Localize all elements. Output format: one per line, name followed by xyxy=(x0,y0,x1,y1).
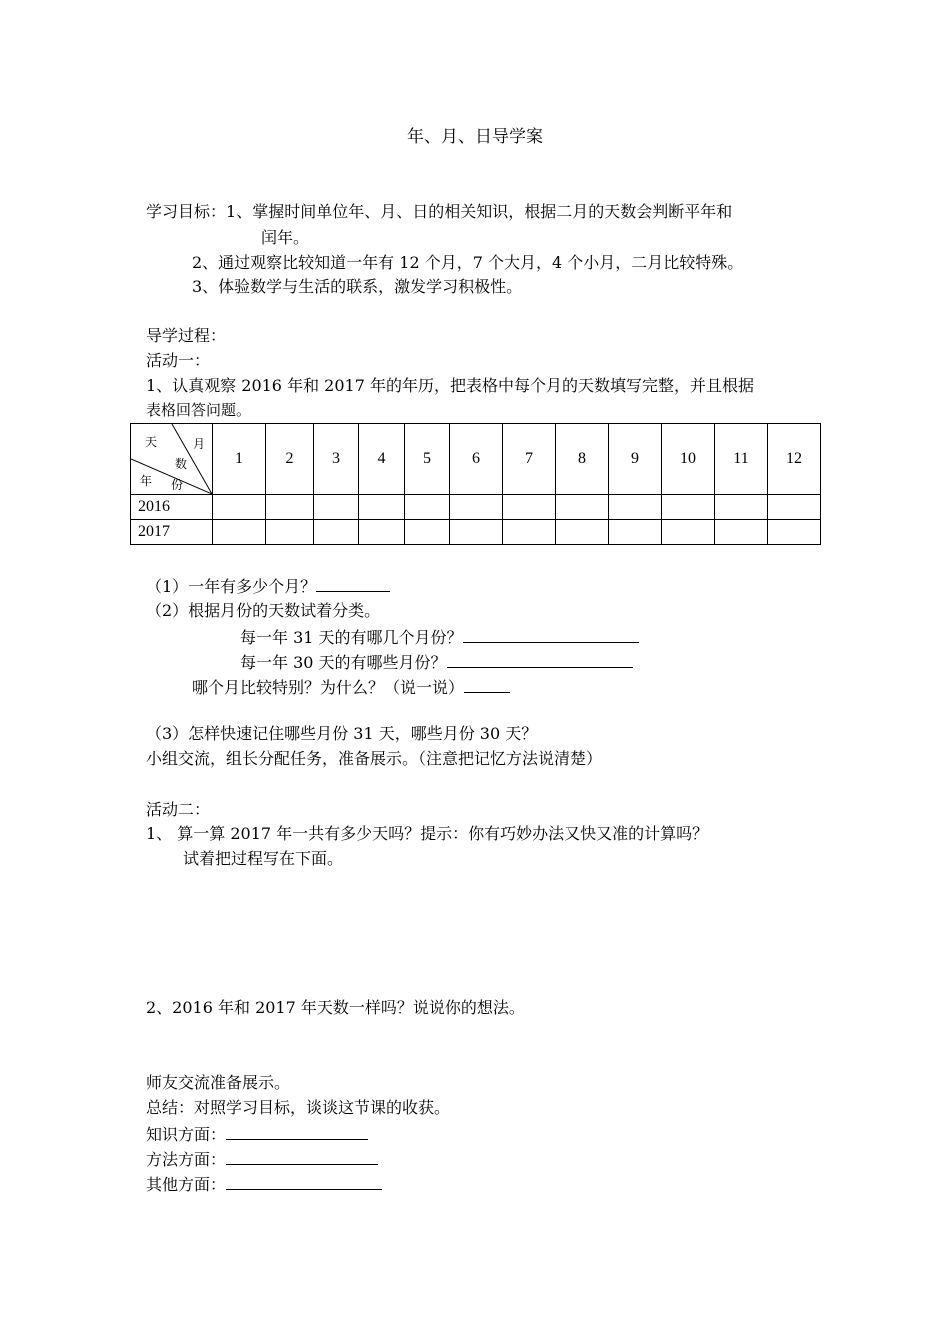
question-1-text: （1）一年有多少个月？ xyxy=(146,577,317,596)
corner-label-nian: 年 xyxy=(140,474,153,488)
activity-2-task-1: 1、 算一算 2017 年一共有多少天吗？提示：你有巧妙办法又快又准的计算吗？ xyxy=(146,824,709,843)
days-cell[interactable] xyxy=(359,495,405,520)
month-header-3: 3 xyxy=(314,424,359,495)
days-cell[interactable] xyxy=(609,520,662,545)
page-title: 年、月、日导学案 xyxy=(407,127,543,147)
days-cell[interactable] xyxy=(314,520,359,545)
days-cell[interactable] xyxy=(556,520,609,545)
days-cell[interactable] xyxy=(405,520,450,545)
method-label: 方法方面： xyxy=(146,1150,227,1169)
question-2c-text: 哪个月比较特别？为什么？（说一说） xyxy=(192,678,465,697)
corner-label-fen: 份 xyxy=(171,478,184,492)
month-header-5: 5 xyxy=(405,424,450,495)
days-cell[interactable] xyxy=(359,520,405,545)
month-header-10: 10 xyxy=(662,424,715,495)
corner-label-yue: 月 xyxy=(193,437,206,451)
question-1 xyxy=(146,574,390,598)
activity-2-task-1-continued: 试着把过程写在下面。 xyxy=(183,849,344,868)
summary-conclusion: 总结：对照学习目标，谈谈这节课的收获。 xyxy=(146,1098,451,1117)
activity-2-task-2: 2、2016 年和 2017 年天数一样吗？说说你的想法。 xyxy=(146,998,525,1017)
days-cell[interactable] xyxy=(405,495,450,520)
activity-1-task-continued: 表格回答问题。 xyxy=(146,401,252,419)
question-2b-text: 每一年 30 天的有哪些月份？ xyxy=(240,653,447,672)
question-2a-text: 每一年 31 天的有哪几个月份？ xyxy=(240,628,463,647)
activity-1-task: 1、认真观察 2016 年和 2017 年的年历，把表格中每个月的天数填写完整，并且根据 xyxy=(146,376,754,395)
question-2c xyxy=(192,675,510,699)
process-heading: 导学过程： xyxy=(146,326,227,345)
days-cell[interactable] xyxy=(768,520,821,545)
month-header-4: 4 xyxy=(359,424,405,495)
table-header-row xyxy=(131,424,821,495)
month-header-9: 9 xyxy=(609,424,662,495)
corner-label-shu: 数 xyxy=(175,457,188,471)
answer-blank-q2a[interactable] xyxy=(463,625,639,643)
summary-other xyxy=(146,1172,382,1196)
answer-blank-other[interactable] xyxy=(226,1172,382,1190)
month-header-2: 2 xyxy=(266,424,314,495)
other-label: 其他方面： xyxy=(146,1175,227,1194)
answer-blank-q2c[interactable] xyxy=(464,675,510,693)
table-row-2017 xyxy=(131,520,821,545)
question-3-note: 小组交流，组长分配任务，准备展示。（注意把记忆方法说清楚） xyxy=(146,749,603,768)
summary-share: 师友交流准备展示。 xyxy=(146,1073,291,1092)
activity-2-heading: 活动二： xyxy=(146,800,211,819)
objectives-label: 学习目标： xyxy=(146,202,227,221)
days-cell[interactable] xyxy=(314,495,359,520)
objective-1-text: 1、掌握时间单位年、月、日的相关知识，根据二月的天数会判断平年和 xyxy=(226,202,733,221)
year-cell-2016: 2016 xyxy=(131,495,213,520)
activity-1-heading: 活动一： xyxy=(146,351,211,370)
question-2a xyxy=(240,625,639,649)
days-cell[interactable] xyxy=(609,495,662,520)
objectives-line-1 xyxy=(146,201,732,223)
month-header-1: 1 xyxy=(213,424,266,495)
objective-1-continued: 闰年。 xyxy=(261,228,310,247)
days-cell[interactable] xyxy=(450,495,503,520)
year-cell-2017: 2017 xyxy=(131,520,213,545)
question-2: （2）根据月份的天数试着分类。 xyxy=(146,601,381,620)
objective-2-text: 2、通过观察比较知道一年有 12 个月，7 个大月，4 个小月，二月比较特殊。 xyxy=(192,253,744,272)
days-per-month-table xyxy=(130,423,821,545)
days-cell[interactable] xyxy=(266,520,314,545)
days-cell[interactable] xyxy=(662,520,715,545)
answer-blank-knowledge[interactable] xyxy=(226,1122,368,1140)
days-cell[interactable] xyxy=(556,495,609,520)
summary-method xyxy=(146,1147,378,1171)
days-cell[interactable] xyxy=(715,520,768,545)
days-cell[interactable] xyxy=(662,495,715,520)
question-3: （3）怎样快速记住哪些月份 31 天，哪些月份 30 天？ xyxy=(146,724,538,743)
days-cell[interactable] xyxy=(503,520,556,545)
days-cell[interactable] xyxy=(768,495,821,520)
month-header-8: 8 xyxy=(556,424,609,495)
month-header-12: 12 xyxy=(768,424,821,495)
answer-blank-q1[interactable] xyxy=(316,574,390,592)
days-cell[interactable] xyxy=(450,520,503,545)
month-header-6: 6 xyxy=(450,424,503,495)
days-cell[interactable] xyxy=(213,520,266,545)
table-row-2016 xyxy=(131,495,821,520)
month-header-11: 11 xyxy=(715,424,768,495)
answer-blank-method[interactable] xyxy=(226,1147,378,1165)
answer-blank-q2b[interactable] xyxy=(447,650,633,668)
knowledge-label: 知识方面： xyxy=(146,1125,227,1144)
days-cell[interactable] xyxy=(503,495,556,520)
summary-knowledge xyxy=(146,1122,368,1146)
question-2b xyxy=(240,650,633,674)
days-cell[interactable] xyxy=(715,495,768,520)
table-corner-header xyxy=(131,424,213,495)
corner-label-tian: 天 xyxy=(145,435,158,449)
days-cell[interactable] xyxy=(266,495,314,520)
objective-3-text: 3、体验数学与生活的联系，激发学习积极性。 xyxy=(192,277,523,296)
days-cell[interactable] xyxy=(213,495,266,520)
month-header-7: 7 xyxy=(503,424,556,495)
